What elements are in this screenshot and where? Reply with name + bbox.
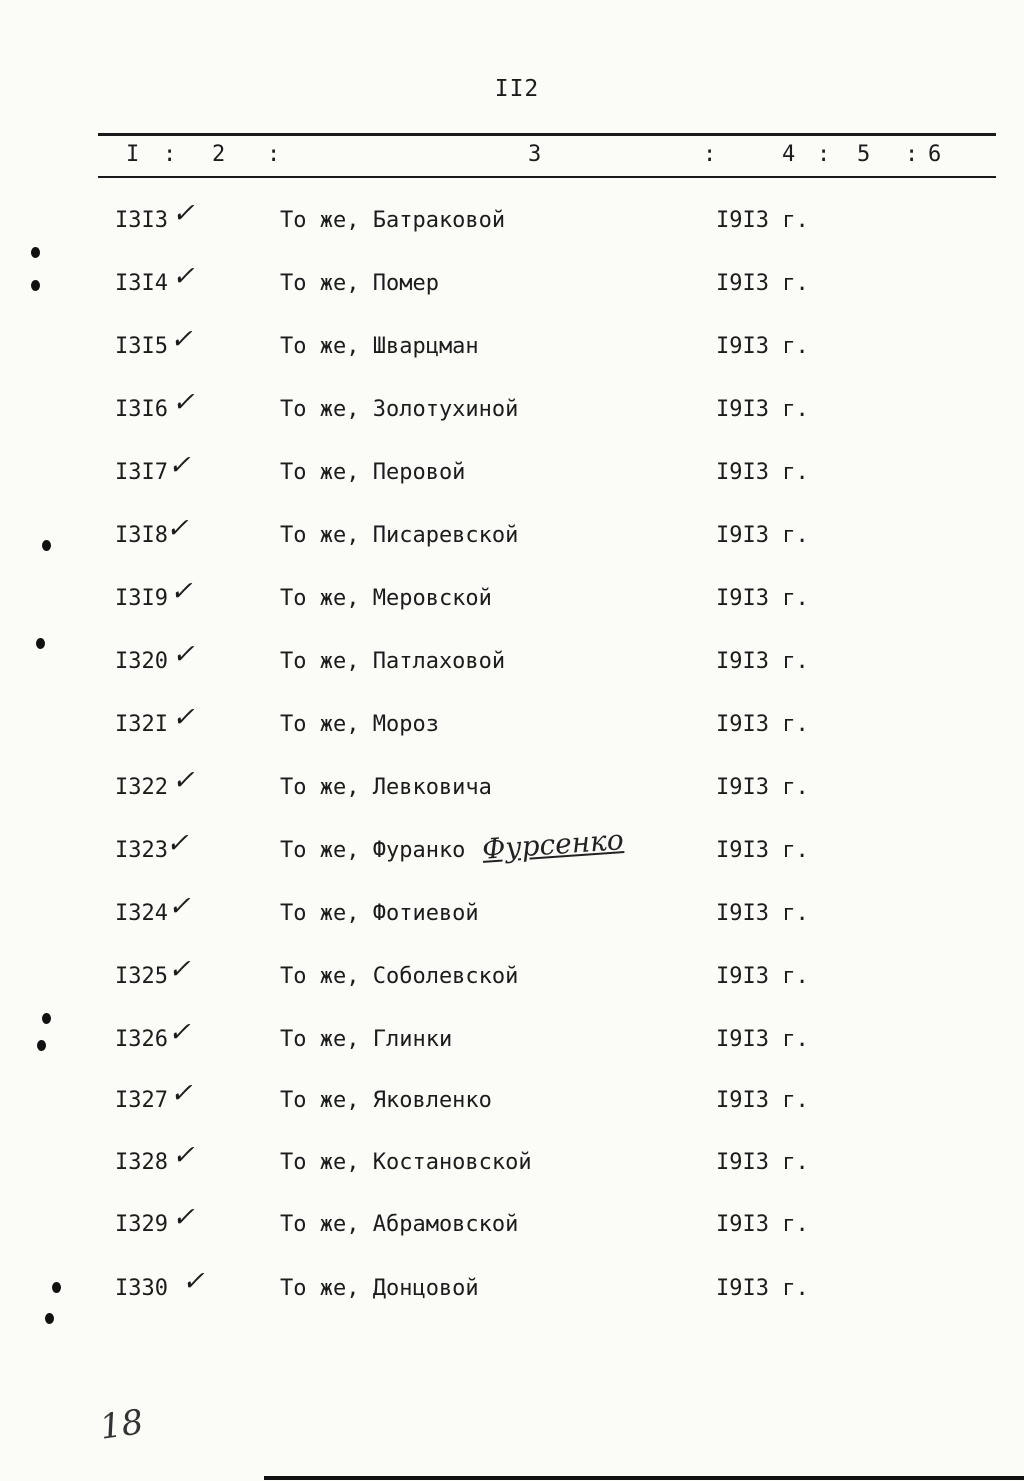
table-row: [0, 450, 1024, 500]
header-sep-4: :: [817, 142, 831, 167]
table-row: [0, 1266, 1024, 1316]
record-number: I3I4: [115, 271, 168, 296]
record-number: I328: [115, 1150, 168, 1175]
record-year: I9I3 г.: [716, 901, 809, 926]
checkmark-icon: ✓: [170, 576, 193, 607]
checkmark-icon: ✓: [172, 198, 195, 229]
record-number: I330: [115, 1276, 168, 1301]
header-sep-1: :: [163, 142, 177, 167]
table-top-rule: [98, 133, 996, 136]
checkmark-icon: ✓: [182, 1266, 205, 1297]
record-number: I3I7: [115, 460, 168, 485]
header-sep-3: :: [703, 142, 717, 167]
record-number: I3I9: [115, 586, 168, 611]
record-number: I32I: [115, 712, 168, 737]
record-number: I323: [115, 838, 168, 863]
record-year: I9I3 г.: [716, 775, 809, 800]
record-number: I3I6: [115, 397, 168, 422]
header-col-5: 5: [857, 142, 871, 167]
checkmark-icon: ✓: [172, 765, 195, 796]
record-number: I326: [115, 1027, 168, 1052]
table-row: [0, 513, 1024, 563]
punch-hole: [52, 1282, 61, 1293]
checkmark-icon: ✓: [168, 1017, 191, 1048]
record-year: I9I3 г.: [716, 1027, 809, 1052]
table-row: [0, 702, 1024, 752]
record-description: То же, Абрамовской: [280, 1212, 519, 1237]
record-year: I9I3 г.: [716, 460, 809, 485]
table-row: [0, 387, 1024, 437]
punch-hole: [31, 247, 40, 258]
record-number: I320: [115, 649, 168, 674]
header-sep-2: :: [267, 142, 281, 167]
table-row: [0, 1140, 1024, 1190]
checkmark-icon: ✓: [168, 954, 191, 985]
record-year: I9I3 г.: [716, 1276, 809, 1301]
record-description: То же, Писаревской: [280, 523, 519, 548]
record-description: То же, Меровской: [280, 586, 492, 611]
checkmark-icon: ✓: [168, 450, 191, 481]
table-row: [0, 198, 1024, 248]
table-row: [0, 765, 1024, 815]
record-number: I324: [115, 901, 168, 926]
record-number: I322: [115, 775, 168, 800]
record-description: То же, Шварцман: [280, 334, 479, 359]
punch-hole: [42, 1013, 51, 1024]
punch-hole: [31, 280, 40, 291]
checkmark-icon: ✓: [166, 828, 189, 859]
checkmark-icon: ✓: [172, 702, 195, 733]
table-row: [0, 1078, 1024, 1128]
record-year: I9I3 г.: [716, 1088, 809, 1113]
record-year: I9I3 г.: [716, 1212, 809, 1237]
header-col-1: I: [126, 142, 140, 167]
record-number: I327: [115, 1088, 168, 1113]
record-description: То же, Глинки: [280, 1027, 453, 1052]
header-col-4: 4: [782, 142, 796, 167]
checkmark-icon: ✓: [166, 513, 189, 544]
table-row: [0, 576, 1024, 626]
header-col-6: 6: [928, 142, 942, 167]
checkmark-icon: ✓: [168, 891, 191, 922]
record-number: I325: [115, 964, 168, 989]
record-description: То же, Соболевской: [280, 964, 519, 989]
record-year: I9I3 г.: [716, 523, 809, 548]
page-number: II2: [494, 76, 540, 102]
handwritten-folio-number: 18: [97, 1402, 146, 1448]
table-row: [0, 954, 1024, 1004]
header-col-2: 2: [212, 142, 226, 167]
record-year: I9I3 г.: [716, 397, 809, 422]
record-description: То же, Костановской: [280, 1150, 532, 1175]
punch-hole: [36, 638, 45, 649]
checkmark-icon: ✓: [172, 639, 195, 670]
record-year: I9I3 г.: [716, 271, 809, 296]
record-year: I9I3 г.: [716, 1150, 809, 1175]
record-year: I9I3 г.: [716, 838, 809, 863]
record-description: То же, Яковленко: [280, 1088, 492, 1113]
checkmark-icon: ✓: [170, 1078, 193, 1109]
table-row: [0, 1017, 1024, 1067]
record-number: I329: [115, 1212, 168, 1237]
record-year: I9I3 г.: [716, 712, 809, 737]
record-number: I3I5: [115, 334, 168, 359]
record-description: То же, Левковича: [280, 775, 492, 800]
record-description: То же, Мороз: [280, 712, 439, 737]
table-row: [0, 1202, 1024, 1252]
punch-hole: [42, 540, 51, 551]
record-description: То же, Донцовой: [280, 1276, 479, 1301]
record-year: I9I3 г.: [716, 964, 809, 989]
record-year: I9I3 г.: [716, 586, 809, 611]
record-year: I9I3 г.: [716, 649, 809, 674]
table-row: [0, 261, 1024, 311]
record-description: То же, Перовой: [280, 460, 466, 485]
bottom-edge-rule: [264, 1476, 1024, 1480]
header-col-3: 3: [528, 142, 542, 167]
handwritten-correction: Фурсенко: [481, 823, 625, 866]
checkmark-icon: ✓: [172, 1202, 195, 1233]
record-description: То же, Батраковой: [280, 208, 506, 233]
header-sep-5: :: [905, 142, 919, 167]
table-row: [0, 891, 1024, 941]
checkmark-icon: ✓: [172, 261, 195, 292]
record-description: То же, Патлаховой: [280, 649, 506, 674]
record-number: I3I3: [115, 208, 168, 233]
punch-hole: [45, 1313, 54, 1324]
checkmark-icon: ✓: [170, 324, 193, 355]
table-row: [0, 639, 1024, 689]
record-description: То же, Фотиевой: [280, 901, 479, 926]
checkmark-icon: ✓: [172, 1140, 195, 1171]
record-description: То же, Фуранко: [280, 838, 466, 863]
punch-hole: [37, 1040, 46, 1051]
record-description: То же, Помер: [280, 271, 439, 296]
record-number: I3I8: [115, 523, 168, 548]
table-row: [0, 324, 1024, 374]
record-year: I9I3 г.: [716, 334, 809, 359]
record-year: I9I3 г.: [716, 208, 809, 233]
checkmark-icon: ✓: [172, 387, 195, 418]
table-header-rule: [98, 176, 996, 178]
record-description: То же, Золотухиной: [280, 397, 519, 422]
